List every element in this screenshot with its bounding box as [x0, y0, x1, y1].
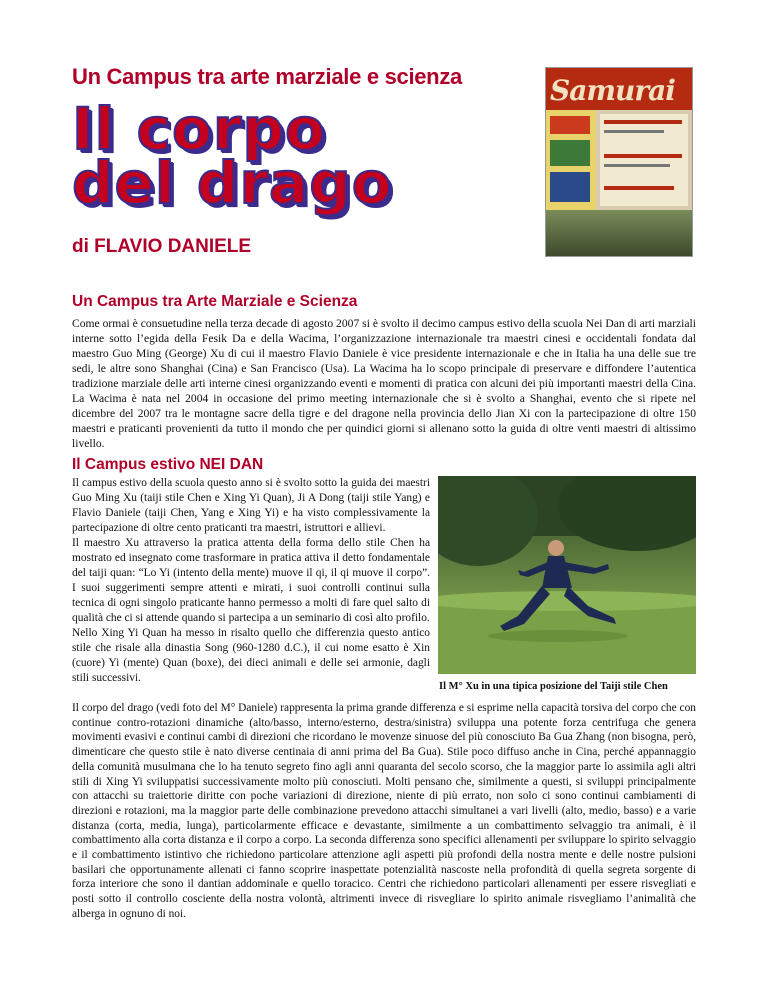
master-xu-photo	[438, 476, 696, 674]
cover-block	[550, 172, 590, 202]
cover-line	[604, 186, 674, 190]
section2-heading: Il Campus estivo NEI DAN	[72, 456, 264, 473]
section1-heading: Un Campus tra Arte Marziale e Scienza	[72, 293, 358, 310]
section2-paragraph-wrap: Il campus estivo della scuola questo anno si è svolto sotto la guida dei maestri Guo Ming Xu (taiji stile Chen e Xing Yi Quan), Ji A Dong (taiji stile Yang) e Flavio Daniele (taiji Chen, Yang e Xing Yi) e ha visto complessivamente la partecipazione di oltre cento praticanti tra maestri, istruttori e allievi. Il maestro Xu attraverso la pratica attenta della forma dello stile Chen ha mostrato ed insegnato come trasformare in pratica attiva il detto fondamentale del taiji quan: “Lo Yi (intento della mente) muove il qi, il qi muove il corpo”. I suoi suggerimenti sempre attenti e mirati, i suoi controlli continui sulla tecnica di ogni singolo praticante hanno permesso a molti di fare quel salto di qualità che ci si attende quando si partecipa a un seminario di così alto profilo. Nello Xing Yi Quan ha messo in risalto quello che differenzia questo antico stile che risale alla dinastia Song (960-1280 d.C.), il cui nome esatto è Xin (cuore) Yi (mente) Quan (boxe), dei dieci animali e delle sei armonie, dagli stili successivi.	[72, 477, 430, 684]
main-title-line1: Il corpo	[72, 95, 326, 163]
cover-block	[550, 140, 590, 166]
cover-photo	[546, 210, 692, 256]
section2-paragraph-full: Il corpo del drago (vedi foto del M° Daniele) rappresenta la prima grande differenza e si esprime nella capacità torsiva del corpo che con continue contro-rotazioni dinamiche (alto/basso, interno/esterno, destra/sinistra) sviluppa una potente forza centrifuga che genera movimenti evasivi e continui cambi di direzioni che ricordano le movenze sinuose del più conosciuto Ba Gua Zhang (non bisogna, però, dimenticare che questo stile è nato diverse centinaia di anni prima del Ba Gua). Stile poco diffuso anche in Cina, perché appannaggio della comunità musulmana che lo ha tenuto segreto fino agli anni quaranta del secolo scorso, che la maggior parte lo assimila agli altri stili di Xing Yi sviluppatisi successivamente molto più conosciuti. Molti pensano che, similmente a questi, si sviluppi principalmente con attacchi su traiettorie diritte con poche variazioni di direzione, niente di più errato, non solo ci sono continui cambiamenti di direzioni e rotazioni, ma la maggior parte delle combinazione prevedono attacchi simultanei a vari livelli (alto, medio, basso) e a varie distanza (corta, media, lunga), particolarmente efficace e devastante, similmente a un combattimento selvaggio tra animali, è il combattimento alla corta distanza e il corpo a corpo. La seconda differenza sono specifici allenamenti per sviluppare lo spirito selvaggio e il combattimento istintivo che richiedono particolare attenzione agli aspetti più profondi della nostra mente e delle nostre pulsioni basilari che opportunamente allenati ci fanno scoprire inaspettate potenzialità nascoste nella profondità di quella segreta sorgente di forza interiore che sono il dantian addominale e quello toracico. Centri che richiedono particolari allenamenti per essere risvegliati e posti sotto il controllo cosciente della nostra volontà, altrimenti invece di risvegliare lo spirito animale risvegliamo l’animalità che alberga in ognuno di noi.	[72, 702, 696, 920]
cover-line	[604, 154, 682, 158]
cover-masthead: Samurai	[550, 74, 675, 107]
magazine-cover-image	[545, 67, 693, 257]
master-xu-figure	[438, 476, 696, 674]
byline: di FLAVIO DANIELE	[72, 236, 252, 257]
cover-line	[604, 130, 664, 133]
kicker-title: Un Campus tra arte marziale e scienza	[72, 64, 462, 89]
cover-block	[550, 116, 590, 134]
photo-caption: Il M° Xu in una tipica posizione del Taiji stile Chen	[439, 681, 668, 692]
cover-line	[604, 120, 682, 124]
section1-paragraph: Come ormai è consuetudine nella terza decade di agosto 2007 si è svolto il decimo campus estivo della scuola Nei Dan di arti marziali interne sotto l’egida della Fesik Da e della Wacima, l’organizzazione internazionale tra maestri cinesi e occidentali fondata dal maestro Guo Ming (George) Xu di cui il maestro Flavio Daniele è vice presidente internazionale e che in Italia ha una delle sue tre sedi, le altre sono Shanghai (Cina) e San Francisco (Usa). La Wacima ha lo scopo principale di preservare e diffondere l’autentica tradizione marziale delle arti interne cinesi organizzando eventi e momenti di pratica con alcuni dei più importanti maestri della Cina. La Wacima è nata nel 2004 in occasione del primo meeting internazionale che si è svolto a Shanghai, evento che si ripete nel dicembre del 2007 tra le montagne sacre della tigre e del dragone nella provincia dello Jian Xi con la partecipazione di oltre 150 maestri e praticanti provenienti da tutto il mondo che per quindici giorni si allenano sotto la guida di oltre venti maestri di altissimo livello.	[72, 317, 696, 450]
cover-text-panel	[600, 114, 688, 206]
main-title	[72, 95, 393, 217]
main-title-line2: del drago	[72, 149, 393, 217]
cover-line	[604, 164, 670, 167]
